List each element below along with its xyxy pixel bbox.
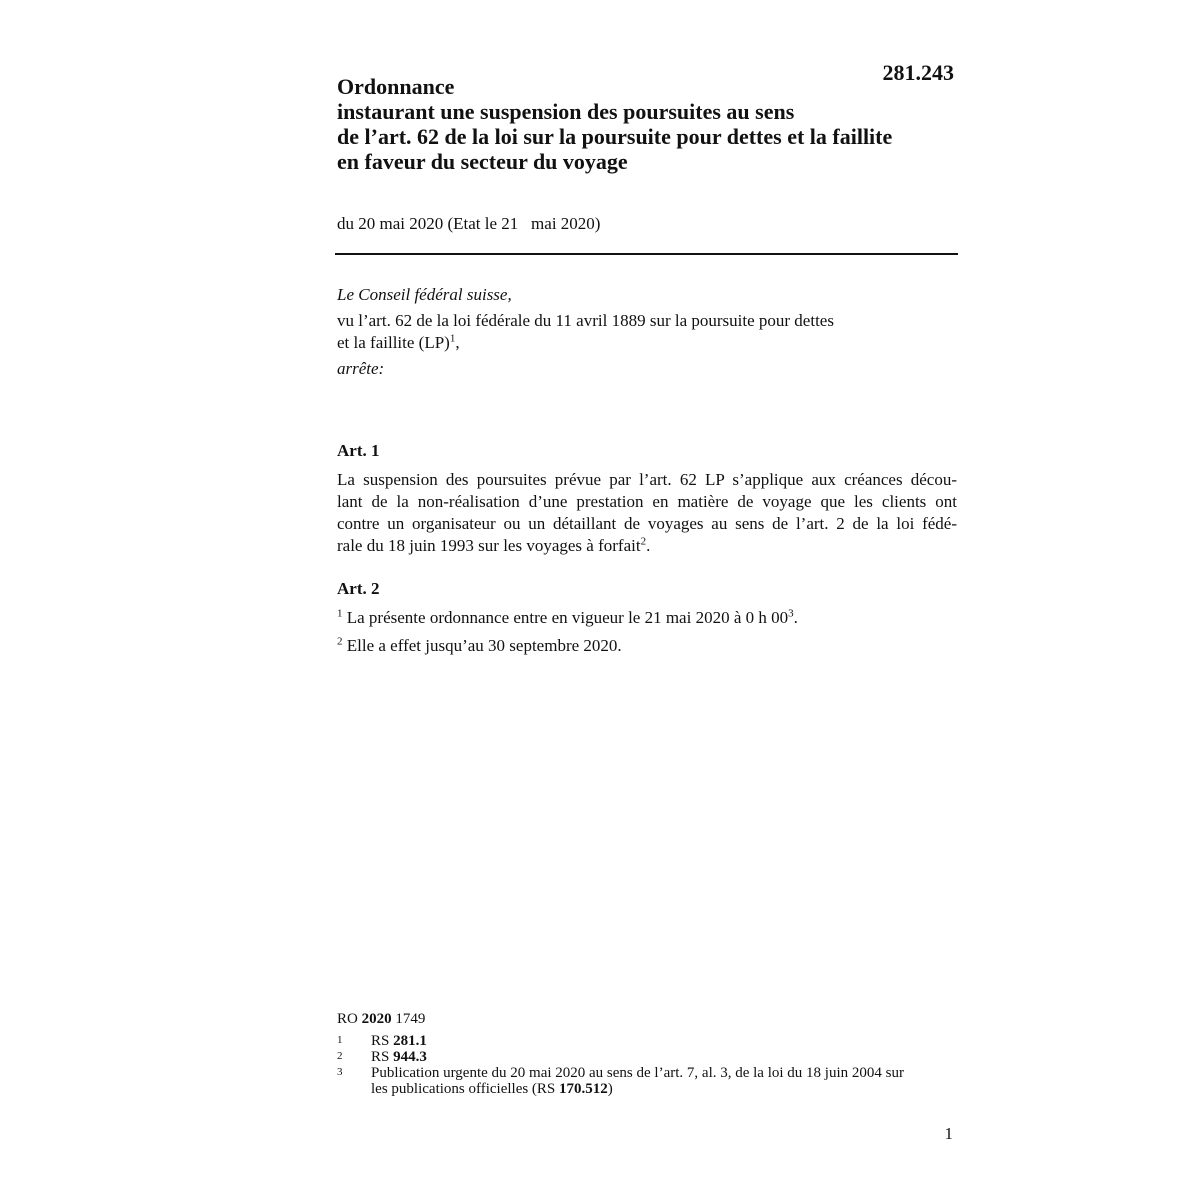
article-paragraph [337,607,957,629]
article-2 [337,578,957,663]
article-line: La suspension des poursuites prévue par l’art. 62 LP s’applique aux créances décou- [337,470,957,489]
punctuation: . [793,608,798,627]
article-paragraph [337,635,957,657]
title-line: Ordonnance [337,74,455,99]
footnote-rs-number[interactable]: 944.3 [393,1049,427,1065]
preamble [337,284,957,380]
footnote-prefix: RS [371,1049,394,1065]
article-1 [337,440,957,557]
punctuation: ) [607,1081,613,1097]
footnote-prefix: les publications officielles (RS [371,1081,560,1097]
preamble-basis [337,310,957,354]
preamble-basis-line [337,332,957,354]
ro-year: 2020 [361,1011,392,1027]
doc-number: 281.243 [882,60,954,85]
article-body [337,469,957,557]
article-heading: Art. 2 [337,579,380,598]
footnote-number: 3 [337,1066,343,1078]
footnote-ref[interactable]: 2 [640,535,647,548]
footnote-text [371,1065,957,1097]
page-number: 1 [944,1124,953,1143]
paragraph-number: 1 [337,607,343,620]
article-heading: Art. 1 [337,441,380,460]
footnote-prefix: RS [371,1033,394,1049]
title-line: de l’art. 62 de la loi sur la poursuite pour dettes et la faillite [337,124,893,149]
footnote-ref[interactable]: 1 [449,332,456,345]
footnote-line: Publication urgente du 20 mai 2020 au sens de l’art. 7, al. 3, de la loi du 18 juin 2004 sur [371,1065,904,1081]
footnote [337,1033,957,1049]
article-line-text: rale du 18 juin 1993 sur les voyages à forfait [337,536,641,555]
footnote-line [371,1081,957,1097]
header-rule [335,253,958,255]
preamble-basis-line: vu l’art. 62 de la loi fédérale du 11 avril 1889 sur la poursuite pour dettes [337,311,834,330]
ro-page: 1749 [391,1011,426,1027]
paragraph-number: 2 [337,635,343,648]
article-line: lant de la non-réalisation d’une prestation en matière de voyage que les clients ont [337,492,957,511]
preamble-decrees: arrête: [337,359,385,378]
ro-reference [337,1011,957,1028]
document-title [337,74,977,174]
footnote-number: 2 [337,1050,343,1062]
footnote-ref[interactable]: 3 [788,607,794,620]
footnote-text [371,1049,957,1065]
footnote-rs-number[interactable]: 281.1 [393,1033,427,1049]
footnote-text [371,1033,957,1049]
footnote-rs-number[interactable]: 170.512 [559,1081,608,1097]
footnotes-block [337,1011,957,1097]
paragraph-text: Elle a effet jusqu’au 30 septembre 2020. [342,636,622,655]
punctuation: , [455,333,460,352]
ro-prefix: RO [337,1011,362,1027]
preamble-authority: Le Conseil fédéral suisse, [337,285,512,304]
article-line: contre un organisateur ou un détaillant de voyages au sens de l’art. 2 de la loi fédé- [337,514,957,533]
title-line: en faveur du secteur du voyage [337,149,628,174]
punctuation: . [646,536,651,555]
footnote [337,1049,957,1065]
paragraph-text: La présente ordonnance entre en vigueur le 21 mai 2020 à 0 h 00 [342,608,789,627]
date-line: du 20 mai 2020 (Etat le 21 mai 2020) [337,214,601,233]
preamble-basis-text: et la faillite (LP) [337,333,450,352]
footnote [337,1065,957,1097]
footnote-number: 1 [337,1034,343,1046]
article-line [337,535,957,557]
title-line: instaurant une suspension des poursuites au sens [337,99,795,124]
